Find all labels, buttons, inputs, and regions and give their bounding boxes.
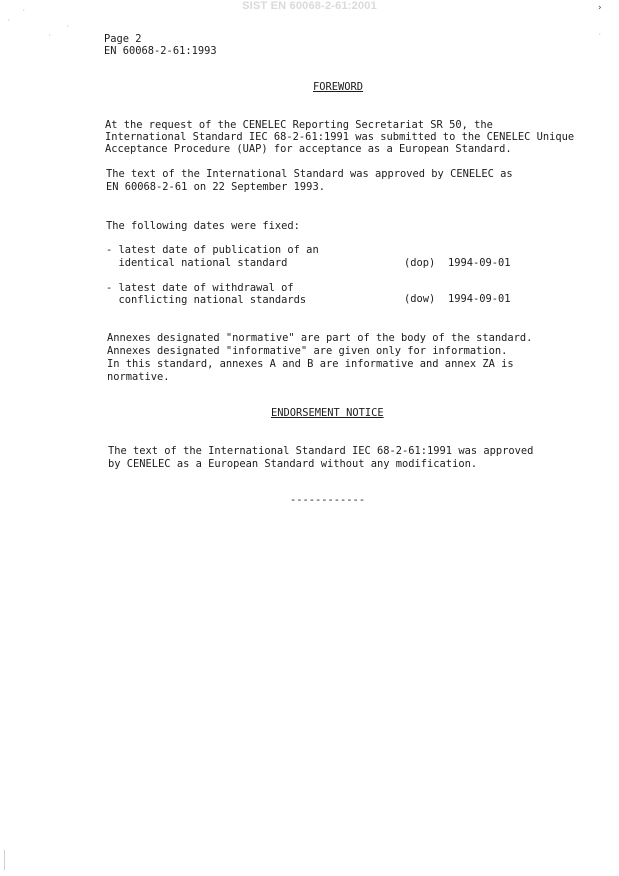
scan-speck: · — [66, 23, 70, 30]
scan-speck — [4, 850, 5, 870]
scan-speck: · — [7, 17, 11, 24]
endorsement-text-line: by CENELEC as a European Standard without any modification. — [108, 458, 478, 470]
date-item-code: (dop) — [404, 257, 436, 269]
scan-speck: · — [22, 7, 26, 14]
date-item-label: identical national standard — [106, 257, 288, 269]
date-item-value: 1994-09-01 — [448, 257, 511, 269]
end-rule: ------------ — [290, 494, 366, 506]
page-label: Page 2 — [104, 33, 142, 45]
date-item-label: - latest date of publication of an — [106, 244, 319, 256]
annexes-paragraph-line: In this standard, annexes A and B are informative and annex ZA is — [107, 358, 514, 370]
foreword-title: FOREWORD — [313, 81, 364, 93]
approval-paragraph-line: The text of the International Standard was approved by CENELEC as — [106, 168, 513, 180]
date-item-code: (dow) — [404, 293, 436, 305]
document-id: EN 60068-2-61:1993 — [104, 45, 217, 57]
foreword-paragraph-line: At the request of the CENELEC Reporting Secretariat SR 50, the — [105, 119, 493, 131]
endorsement-title: ENDORSEMENT NOTICE — [271, 407, 384, 419]
foreword-paragraph-line: International Standard IEC 68-2-61:1991 was submitted to the CENELEC Unique — [105, 131, 575, 143]
date-item-value: 1994-09-01 — [448, 293, 511, 305]
scan-speck: › — [597, 3, 603, 13]
annexes-paragraph-line: Annexes designated "normative" are part of the body of the standard. — [107, 332, 533, 344]
scan-speck: · — [598, 31, 602, 38]
annexes-paragraph-line: normative. — [107, 371, 170, 383]
document-watermark: SIST EN 60068-2-61:2001 — [242, 0, 377, 12]
dates-intro: The following dates were fixed: — [106, 220, 300, 232]
annexes-paragraph-line: Annexes designated "informative" are given only for information. — [107, 345, 508, 357]
foreword-paragraph-line: Acceptance Procedure (UAP) for acceptance as a European Standard. — [105, 143, 512, 155]
approval-paragraph-line: EN 60068-2-61 on 22 September 1993. — [106, 181, 325, 193]
date-item-label: - latest date of withdrawal of — [106, 282, 294, 294]
endorsement-text-line: The text of the International Standard IEC 68-2-61:1991 was approved — [108, 445, 534, 457]
date-item-label: conflicting national standards — [106, 294, 307, 306]
scan-speck: · — [48, 32, 52, 39]
